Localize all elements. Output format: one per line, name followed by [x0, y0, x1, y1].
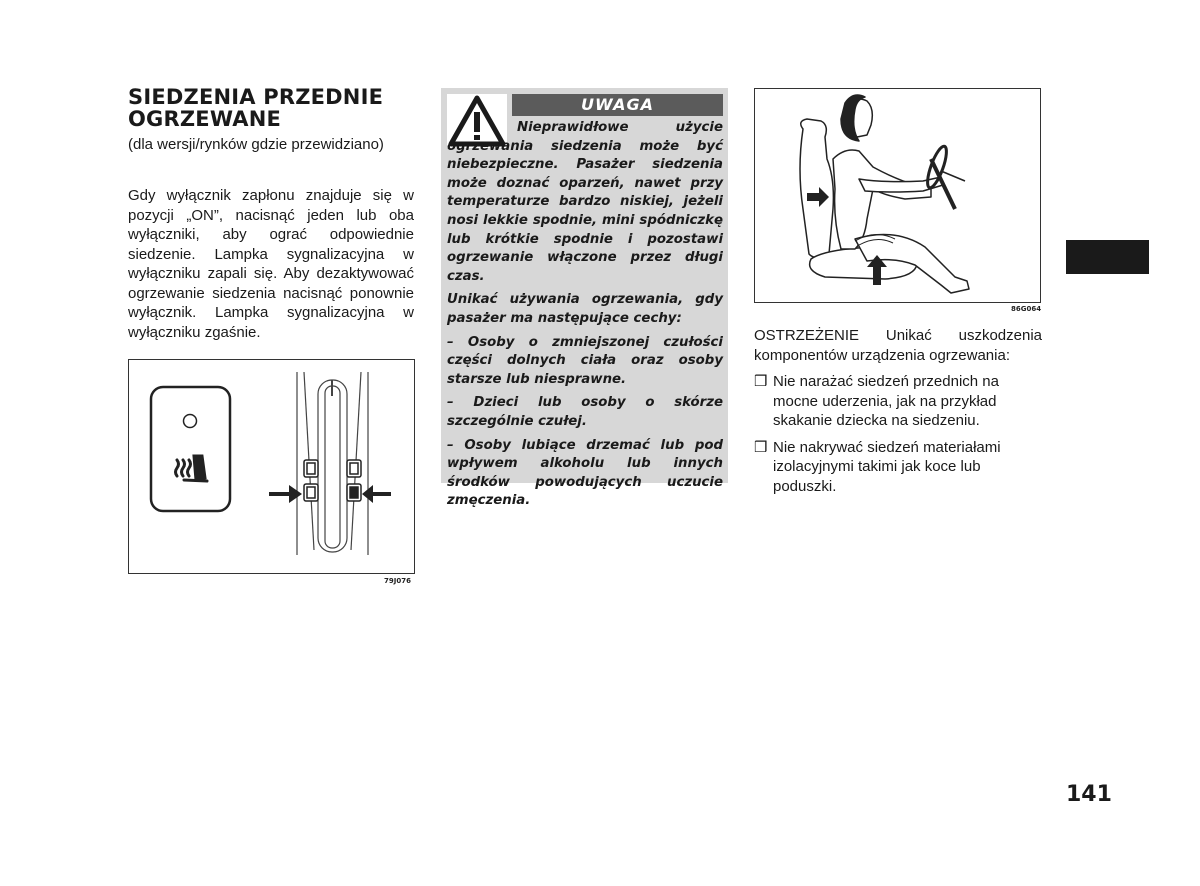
switch-illustration	[129, 360, 414, 573]
caution-intro: OSTRZEŻENIE Unikać uszkodzenia komponentów urządzenia ogrzewania:	[754, 327, 1042, 364]
figure-code-right: 86G064	[1011, 305, 1042, 313]
figure-seated-driver	[754, 88, 1041, 303]
section-title	[128, 86, 418, 130]
warning-text	[447, 119, 723, 516]
warning-paragraph: Unikać używania ogrzewania, gdy pasażer ma następujące cechy:	[447, 292, 723, 326]
arrow-left-icon	[362, 485, 391, 503]
driver-illustration	[755, 89, 1040, 302]
warning-heading: UWAGA	[512, 94, 723, 116]
caution-section	[754, 326, 1042, 496]
section-body: Gdy wyłącznik zapłonu znajduje się w pozycji „ON”, nacisnąć jeden lub oba wyłączniki, aby ograć odpowiednie siedzenie. Lampka sygnalizacyjna w wyłączniku zapali się. Aby dezaktywować ogrzewanie siedzenia nacisnąć ponownie wyłącznik. Lampka sygnalizacyjna w wyłączniku zgaśnie.	[128, 187, 414, 341]
indicator-lamp-icon	[184, 415, 197, 428]
warning-paragraph: – Osoby o zmniejszonej czułości części dolnych ciała oraz osoby starsze lub niesprawne.	[447, 334, 723, 387]
warning-paragraph: Nieprawidłowe użycie ogrzewania siedzenia może być niebezpieczne. Pasażer siedzenia może doznać oparzeń, nawet przy temperaturze bardzo niskiej, jeżeli nosi lekkie spodnie, mini spódniczkę lub krótkie spodnie i pozostawi ogrzewanie włączone przez długi czas.	[447, 120, 723, 284]
section-title-line1: SIEDZENIA PRZEDNIE	[128, 85, 384, 109]
figure-seat-heater-switches	[128, 359, 415, 574]
list-item-text: Nie nakrywać siedzeń materiałami izolacyjnymi takimi jak koce lub poduszki.	[773, 438, 1001, 495]
switch-housing	[151, 387, 230, 511]
warning-paragraph: – Dzieci lub osoby o skórze szczególnie czułej.	[447, 395, 723, 429]
warning-box	[441, 88, 728, 509]
checkbox-bullet-icon: ❒	[754, 373, 768, 390]
section-title-line2: OGRZEWANE	[128, 107, 282, 131]
checkbox-bullet-icon: ❒	[754, 438, 768, 456]
figure-code-left: 79J076	[384, 577, 411, 585]
page-number: 141	[1066, 782, 1112, 807]
warning-paragraph: – Osoby lubiące drzemać lub pod wpływem alkoholu lub innych środków powodujących uczucie zmęczenia.	[447, 437, 723, 509]
list-item	[754, 372, 1042, 431]
section-subtitle: (dla wersji/rynków gdzie przewidziano)	[128, 136, 384, 153]
list-item-text: Nie narażać siedzeń przednich na mocne uderzenia, jak na przykład skakanie dziecka na siedzeniu.	[773, 373, 999, 429]
list-item	[754, 438, 1042, 497]
chapter-tab	[1066, 240, 1149, 274]
seat-back	[800, 119, 833, 258]
